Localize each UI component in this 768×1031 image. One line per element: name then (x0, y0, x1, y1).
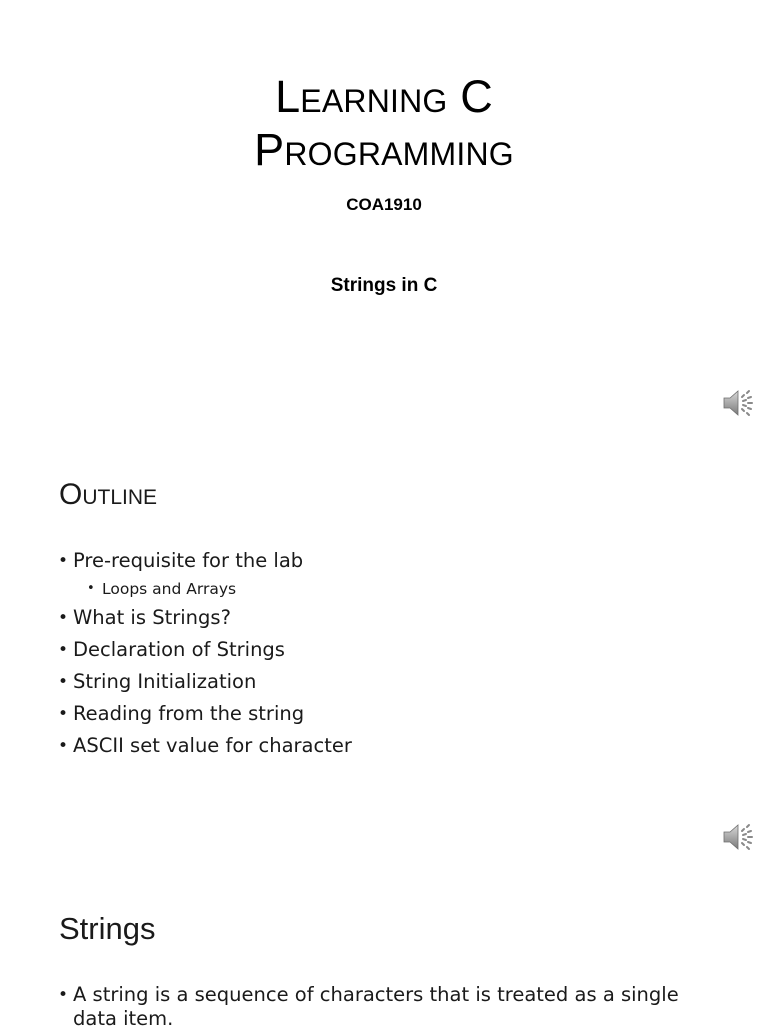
list-item: • Declaration of Strings (58, 637, 352, 669)
course-code: COA1910 (346, 195, 422, 214)
list-item: • ASCII set value for character (58, 733, 352, 765)
list-item: • Reading from the string (58, 701, 352, 733)
speaker-icon[interactable] (722, 822, 754, 852)
list-sub-item: • Loops and Arrays (58, 580, 352, 605)
speaker-icon[interactable] (722, 388, 754, 418)
outline-heading: Outline (59, 478, 158, 511)
slide-subtitle: Strings in C (330, 275, 438, 296)
slide-title-line-2: Programming (254, 124, 514, 175)
outline-list (58, 548, 352, 765)
list-item: • Pre-requisite for the lab (58, 548, 352, 580)
list-item: • String Initialization (58, 669, 352, 701)
strings-heading: Strings (59, 911, 156, 946)
slide-title-line-1: Learning C (275, 71, 493, 122)
list-item: • A string is a sequence of characters that is treated as a single data item. (58, 983, 713, 1031)
list-item: • What is Strings? (58, 605, 352, 637)
